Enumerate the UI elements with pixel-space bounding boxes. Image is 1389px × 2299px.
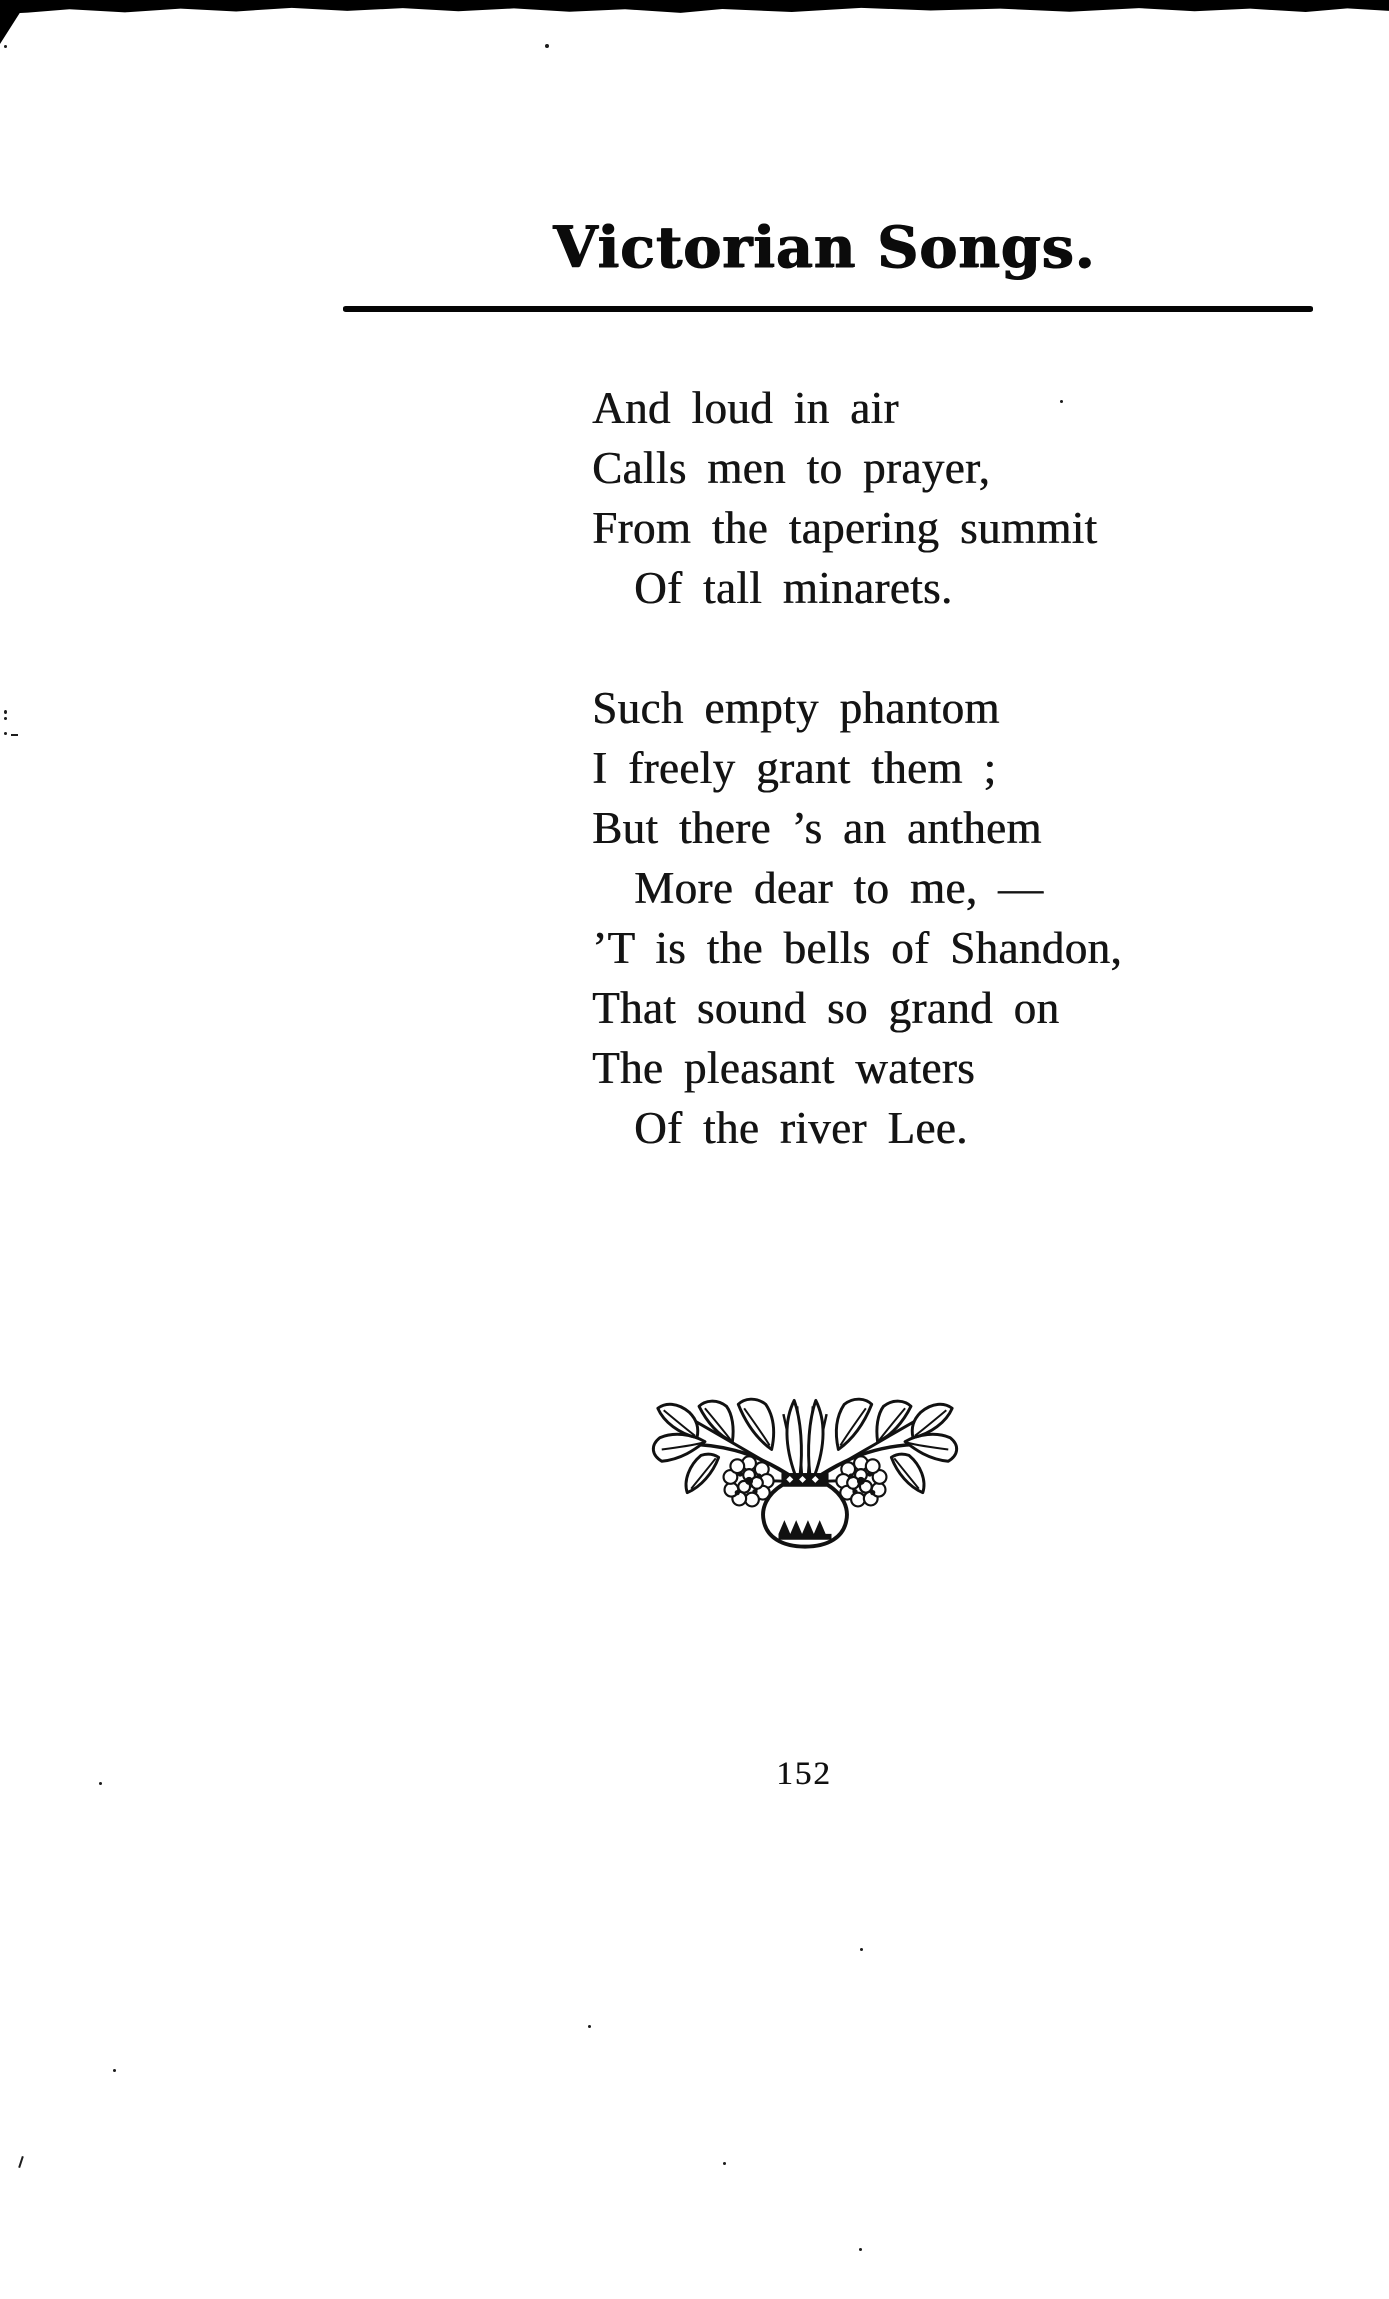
header-rule — [343, 306, 1313, 312]
scan-edge-artifact — [0, 0, 1389, 14]
scan-speck — [99, 1782, 102, 1785]
poem-line: The pleasant waters — [592, 1043, 975, 1093]
scan-speck — [4, 717, 7, 720]
poem-line: That sound so grand on — [592, 983, 1060, 1033]
scan-speck — [4, 732, 7, 735]
page-title: Victorian Songs. — [552, 214, 1096, 281]
scan-speck — [1060, 400, 1063, 403]
poem-line: Such empty phantom — [592, 683, 1000, 733]
poem-line: ’T is the bells of Shandon, — [592, 923, 1122, 973]
scan-speck — [545, 44, 549, 48]
poem-line: Of the river Lee. — [634, 1103, 968, 1153]
scan-speck — [4, 710, 7, 714]
page-number: 152 — [776, 1756, 832, 1792]
flower-vase-ornament — [648, 1396, 962, 1554]
poem-line: I freely grant them ; — [592, 743, 997, 793]
scan-corner-artifact — [0, 0, 28, 44]
scan-speck — [18, 2156, 24, 2168]
scan-speck — [4, 45, 7, 48]
flower-vase-ornament-svg — [648, 1396, 962, 1554]
poem-text — [592, 378, 1122, 1158]
scan-speck — [723, 2162, 726, 2165]
poem-line: Of tall minarets. — [634, 563, 953, 613]
scan-speck — [11, 734, 18, 736]
poem-line: Calls men to prayer, — [592, 443, 991, 493]
poem-line: More dear to me, — — [634, 863, 1044, 913]
poem-line: And loud in air — [592, 383, 899, 433]
scan-speck — [113, 2069, 116, 2072]
scan-speck — [860, 1948, 863, 1951]
scan-speck — [588, 2025, 591, 2028]
poem-line: But there ’s an anthem — [592, 803, 1042, 853]
poem-line: From the tapering summit — [592, 503, 1098, 553]
scan-speck — [859, 2248, 862, 2251]
